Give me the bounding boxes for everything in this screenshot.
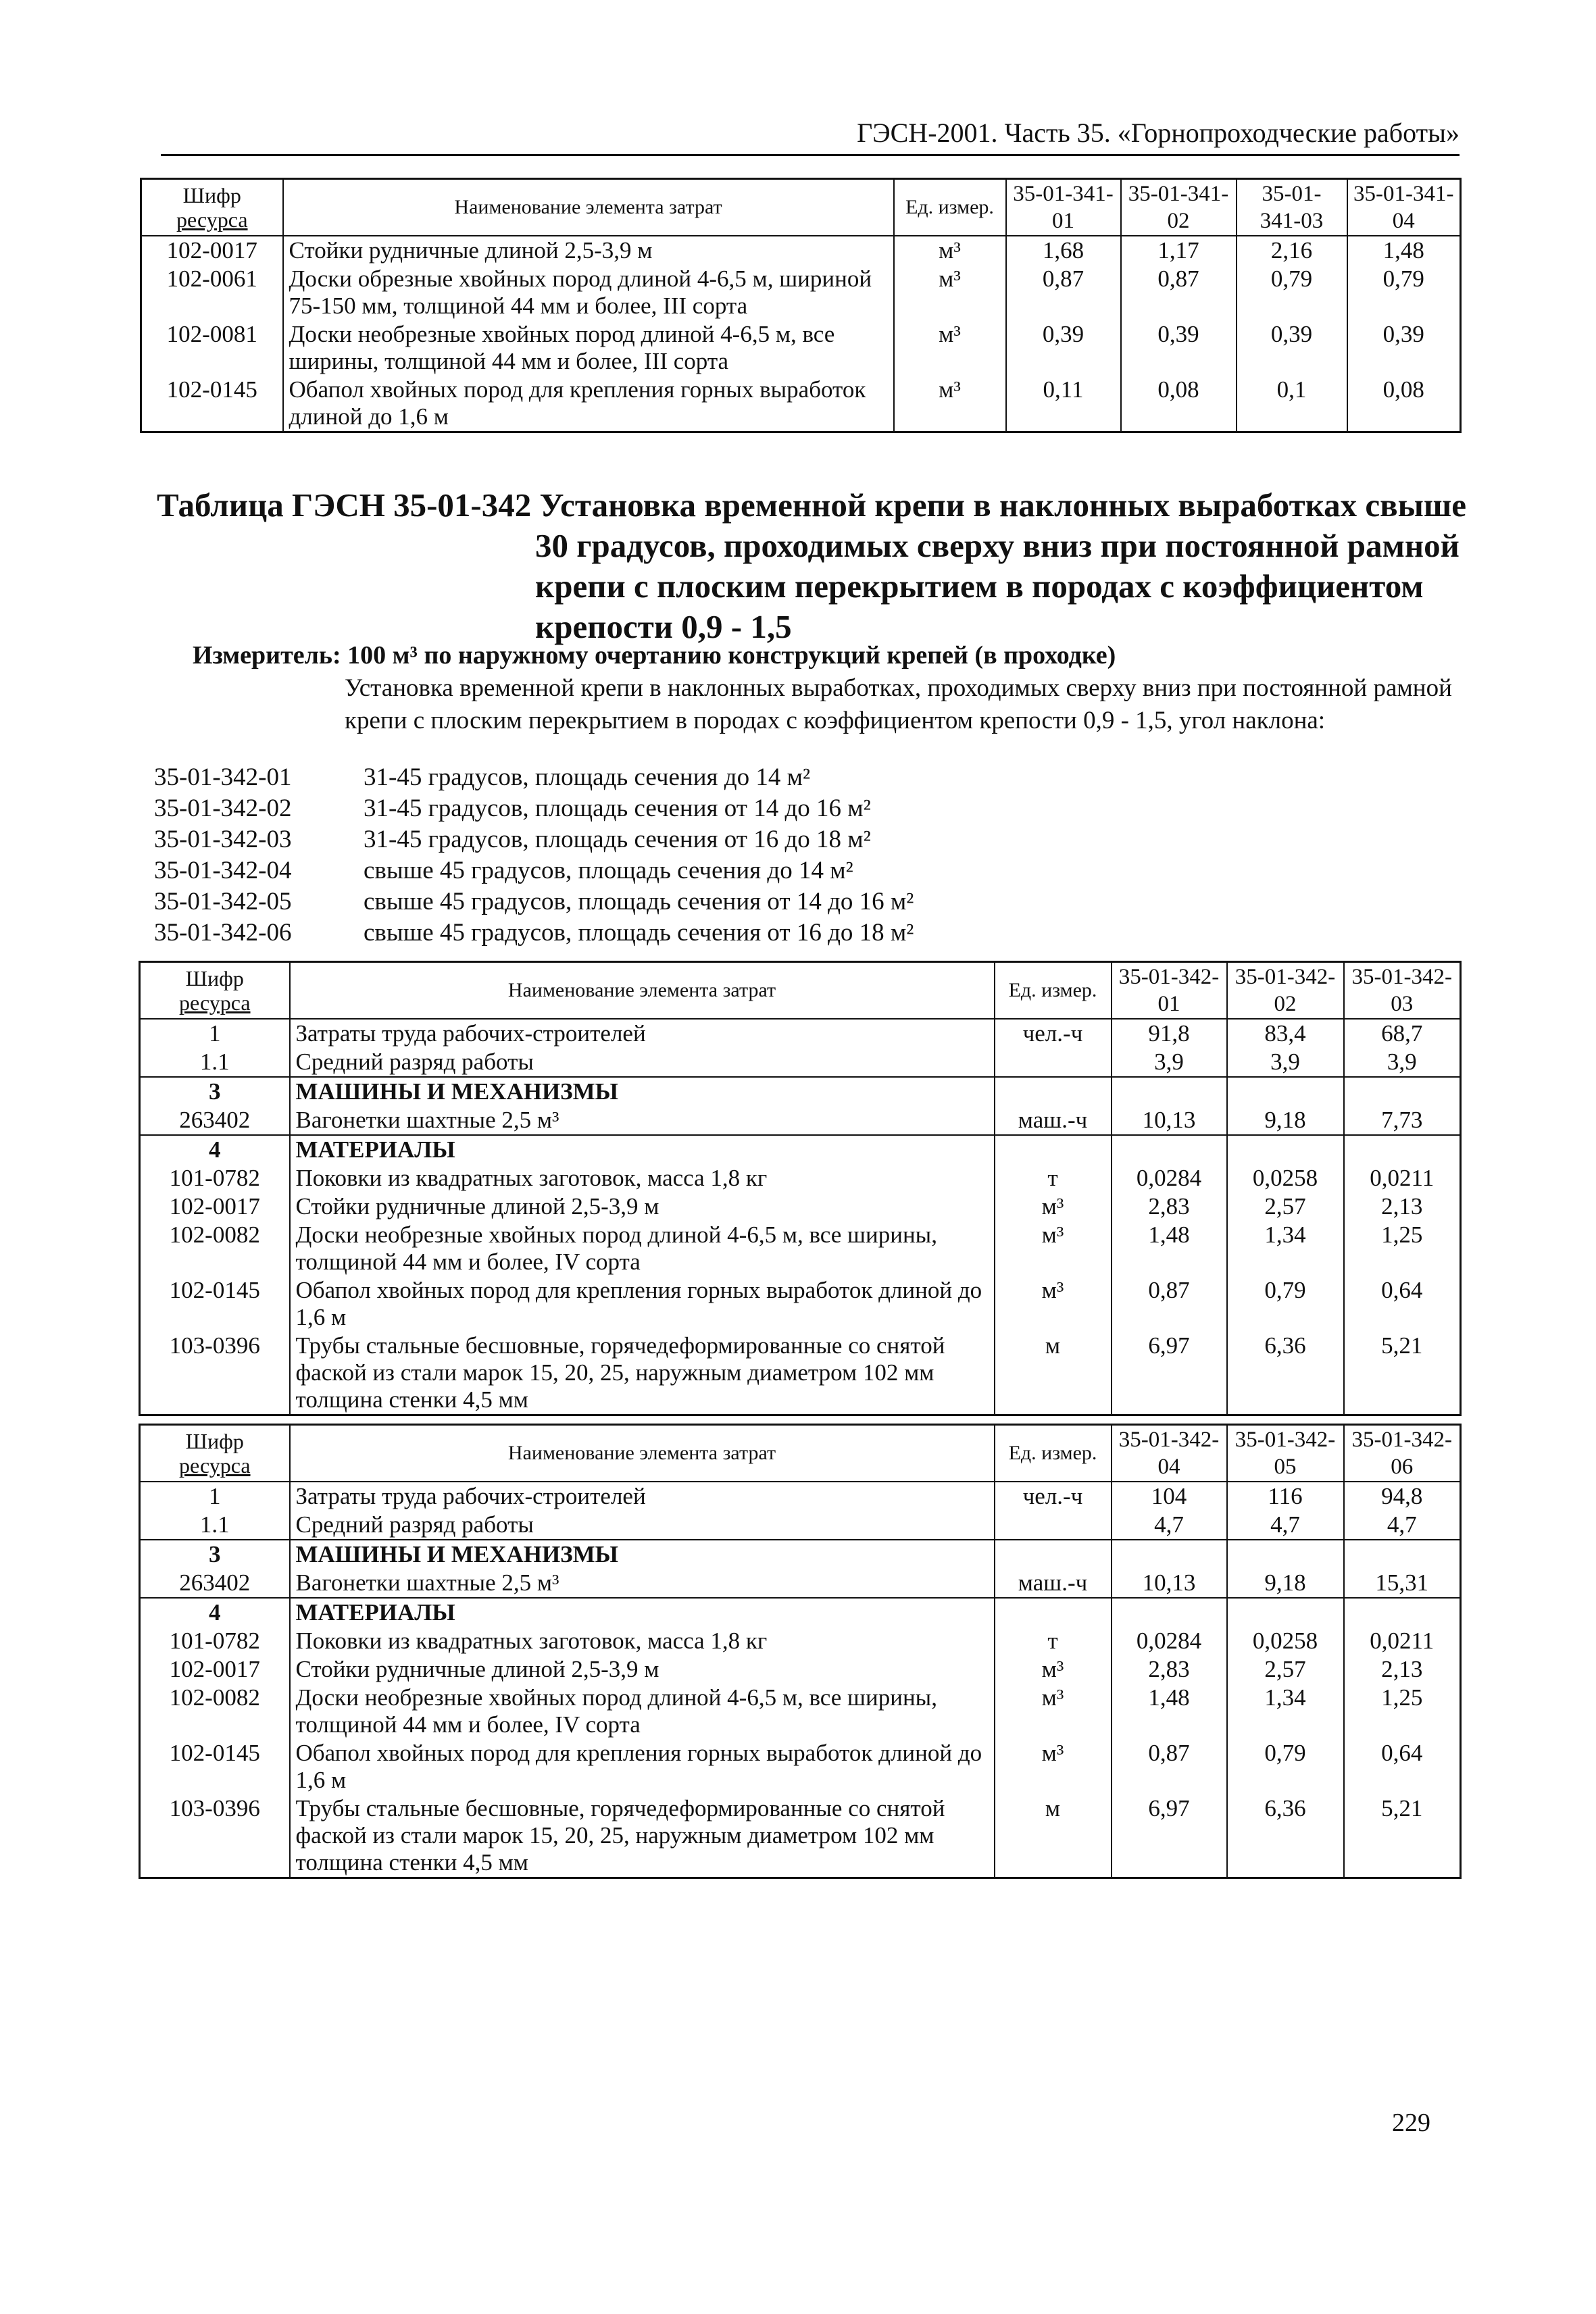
table-row [140,1332,1461,1415]
cell-unit: м³ [995,1221,1112,1276]
norm-desc: 31-45 градусов, площадь сечения до 14 м² [364,763,811,791]
cell-value: 0,0284 [1112,1164,1227,1192]
cell-value: 10,13 [1112,1569,1227,1598]
cell-value: 6,36 [1227,1794,1344,1878]
cell-value: 3,9 [1227,1048,1344,1077]
cell-unit: м³ [894,320,1006,376]
cell-name: Обапол хвойных пород для крепления горных выработок длиной до 1,6 м [283,376,894,432]
col-header-342-04: 35-01-342-04 [1112,1425,1227,1482]
work-description: Установка временной крепи в наклонных выработках, проходимых сверху вниз при постоянной рамной крепи с плоским перекрытием в породах с коэффициентом крепости 0,9 - 1,5, угол наклона: [345,674,1452,734]
list-item [154,762,914,793]
cell-unit [995,1048,1112,1077]
cell-value [1112,1077,1227,1106]
cell-value: 0,87 [1121,265,1237,320]
cell-value: 9,18 [1227,1569,1344,1598]
measure-unit: Измеритель: 100 м³ по наружному очертанию конструкций крепей (в проходке) [193,641,1116,670]
col-header-code: Шифр ресурса [140,1425,290,1482]
table-341 [140,178,1462,433]
cell-code: 1.1 [140,1048,290,1077]
cell-code: 3 [140,1540,290,1569]
col-header-code: Шифр ресурса [140,962,290,1020]
cell-code: 1 [140,1482,290,1511]
table-row [141,376,1461,432]
col-header-342-03: 35-01-342-03 [1344,962,1461,1020]
cell-value: 0,87 [1006,265,1121,320]
cell-value: 1,17 [1121,236,1237,265]
table-header-row [140,962,1461,1020]
cell-name: Затраты труда рабочих-строителей [290,1482,995,1511]
cell-code: 102-0081 [141,320,283,376]
cell-value: 1,25 [1344,1684,1461,1739]
cell-value: 1,48 [1112,1221,1227,1276]
cell-value: 0,79 [1347,265,1461,320]
cell-section: МАТЕРИАЛЫ [290,1598,995,1627]
cell-unit: чел.-ч [995,1019,1112,1048]
cell-name: Доски обрезные хвойных пород длиной 4-6,5 м, шириной 75-150 мм, толщиной 44 мм и более, III сорта [283,265,894,320]
table-row [141,236,1461,265]
table-row [140,1192,1461,1221]
cell-value: 1,25 [1344,1221,1461,1276]
table-header-row [141,179,1461,236]
cell-unit: маш.-ч [995,1569,1112,1598]
table-row [140,1627,1461,1655]
cell-value: 1,48 [1347,236,1461,265]
cell-unit: м [995,1794,1112,1878]
cell-value: 0,0211 [1344,1627,1461,1655]
cell-value: 10,13 [1112,1106,1227,1135]
cell-unit: маш.-ч [995,1106,1112,1135]
cell-value: 0,0258 [1227,1627,1344,1655]
cell-value: 0,1 [1237,376,1347,432]
cell-name: Обапол хвойных пород для крепления горных выработок длиной до 1,6 м [290,1276,995,1332]
cell-value [1227,1598,1344,1627]
cell-code: 102-0017 [140,1192,290,1221]
cell-value: 83,4 [1227,1019,1344,1048]
table-row [140,1684,1461,1739]
col-header-name: Наименование элемента затрат [290,962,995,1020]
cell-section: МАШИНЫ И МЕХАНИЗМЫ [290,1540,995,1569]
cell-value: 4,7 [1344,1511,1461,1540]
cell-value: 0,11 [1006,376,1121,432]
cell-value [1112,1540,1227,1569]
cell-value: 68,7 [1344,1019,1461,1048]
col-header-name: Наименование элемента затрат [283,179,894,236]
cell-unit: м³ [995,1192,1112,1221]
col-header-unit: Ед. измер. [995,962,1112,1020]
cell-value: 0,08 [1347,376,1461,432]
table-title-rest: 30 градусов, проходимых сверху вниз при постоянной рамной крепи с плоским перекрытием в породах с коэффициентом крепости 0,9 - 1,5 [535,527,1460,645]
cell-value: 1,34 [1227,1684,1344,1739]
norm-code: 35-01-342-04 [154,857,292,884]
cell-value: 2,83 [1112,1655,1227,1684]
cell-unit: м³ [995,1684,1112,1739]
table-row [140,1019,1461,1048]
table-row [141,265,1461,320]
cell-unit: м³ [995,1739,1112,1794]
cell-code: 4 [140,1135,290,1164]
cell-code: 102-0061 [141,265,283,320]
cell-unit: чел.-ч [995,1482,1112,1511]
cell-name: Доски необрезные хвойных пород длиной 4-6,5 м, все ширины, толщиной 44 мм и более, III сорта [283,320,894,376]
cell-value: 0,87 [1112,1276,1227,1332]
norm-code: 35-01-342-03 [154,826,292,853]
col-header-342-06: 35-01-342-06 [1344,1425,1461,1482]
cell-value [1112,1135,1227,1164]
table-row [140,1511,1461,1540]
cell-value [1227,1540,1344,1569]
cell-unit: м³ [894,265,1006,320]
cell-section: МАТЕРИАЛЫ [290,1135,995,1164]
table-row [140,1276,1461,1332]
cell-value: 15,31 [1344,1569,1461,1598]
cell-value: 0,64 [1344,1276,1461,1332]
col-header-code: Шифр ресурса [141,179,283,236]
norm-code-list [154,762,914,949]
cell-name: Стойки рудничные длиной 2,5-3,9 м [290,1192,995,1221]
table-row [140,1221,1461,1276]
cell-code: 263402 [140,1106,290,1135]
table-row [141,320,1461,376]
cell-name: Средний разряд работы [290,1511,995,1540]
cell-code: 102-0145 [140,1739,290,1794]
col-header-unit: Ед. измер. [995,1425,1112,1482]
cell-unit: м³ [894,236,1006,265]
norm-code: 35-01-342-02 [154,795,292,822]
cell-value: 0,64 [1344,1739,1461,1794]
page-number: 229 [1392,2109,1430,2137]
cell-code: 102-0145 [141,376,283,432]
list-item [154,886,914,917]
cell-code: 102-0082 [140,1221,290,1276]
list-item [154,824,914,855]
cell-name: Трубы стальные бесшовные, горячедеформированные со снятой фаской из стали марок 15, 20, 25, наружным диаметром 102 мм толщина стенки 4,5 мм [290,1794,995,1878]
table-342-b [139,1424,1462,1879]
cell-value: 2,16 [1237,236,1347,265]
table-row [140,1739,1461,1794]
cell-name: Вагонетки шахтные 2,5 м³ [290,1569,995,1598]
cell-value: 2,57 [1227,1655,1344,1684]
cell-value: 0,39 [1121,320,1237,376]
cell-value [1227,1135,1344,1164]
cell-value: 7,73 [1344,1106,1461,1135]
cell-name: Вагонетки шахтные 2,5 м³ [290,1106,995,1135]
table-row [140,1598,1461,1627]
cell-value: 2,13 [1344,1192,1461,1221]
cell-code: 3 [140,1077,290,1106]
list-item [154,855,914,886]
col-header-341-01: 35-01-341-01 [1006,179,1121,236]
col-header-341-02: 35-01-341-02 [1121,179,1237,236]
cell-value: 3,9 [1112,1048,1227,1077]
cell-code: 103-0396 [140,1794,290,1878]
cell-value: 0,39 [1237,320,1347,376]
col-header-341-04: 35-01-341-04 [1347,179,1461,236]
cell-unit: т [995,1627,1112,1655]
cell-value: 0,0284 [1112,1627,1227,1655]
table-row [140,1794,1461,1878]
col-header-342-01: 35-01-342-01 [1112,962,1227,1020]
table-row [140,1569,1461,1598]
cell-value: 0,39 [1347,320,1461,376]
cell-value: 0,79 [1227,1276,1344,1332]
cell-value: 116 [1227,1482,1344,1511]
norm-code: 35-01-342-05 [154,888,292,915]
cell-code: 101-0782 [140,1164,290,1192]
cell-name: Обапол хвойных пород для крепления горных выработок длиной до 1,6 м [290,1739,995,1794]
cell-value: 0,79 [1237,265,1347,320]
cell-unit: м³ [995,1655,1112,1684]
header-text: ГЭСН-2001. Часть 35. «Горнопроходческие работы» [857,118,1460,148]
cell-value: 104 [1112,1482,1227,1511]
cell-unit: м³ [894,376,1006,432]
cell-value: 1,68 [1006,236,1121,265]
cell-code: 4 [140,1598,290,1627]
cell-unit [995,1135,1112,1164]
col-header-name: Наименование элемента затрат [290,1425,995,1482]
cell-name: Стойки рудничные длиной 2,5-3,9 м [283,236,894,265]
table-row [140,1106,1461,1135]
cell-name: Поковки из квадратных заготовок, масса 1,8 кг [290,1164,995,1192]
table-header-row [140,1425,1461,1482]
table-row [140,1482,1461,1511]
cell-code: 1 [140,1019,290,1048]
cell-code: 101-0782 [140,1627,290,1655]
table-row [140,1048,1461,1077]
cell-value: 0,87 [1112,1739,1227,1794]
table-row [140,1077,1461,1106]
cell-value: 94,8 [1344,1482,1461,1511]
cell-unit: т [995,1164,1112,1192]
col-header-341-03: 35-01-341-03 [1237,179,1347,236]
table-row [140,1164,1461,1192]
cell-name: Поковки из квадратных заготовок, масса 1,8 кг [290,1627,995,1655]
cell-value [1344,1598,1461,1627]
cell-code: 1.1 [140,1511,290,1540]
cell-value: 0,0211 [1344,1164,1461,1192]
cell-unit [995,1511,1112,1540]
norm-code: 35-01-342-01 [154,763,292,791]
cell-value: 6,97 [1112,1332,1227,1415]
norm-desc: 31-45 градусов, площадь сечения от 16 до 18 м² [364,826,871,853]
page-header [161,114,1460,156]
cell-value: 6,97 [1112,1794,1227,1878]
norm-desc: 31-45 градусов, площадь сечения от 14 до 16 м² [364,795,871,822]
cell-name: Затраты труда рабочих-строителей [290,1019,995,1048]
cell-value: 1,48 [1112,1684,1227,1739]
cell-value: 91,8 [1112,1019,1227,1048]
norm-code: 35-01-342-06 [154,919,292,947]
table-title-line1: Таблица ГЭСН 35-01-342 Установка временной крепи в наклонных выработках свыше [157,486,1466,524]
cell-section: МАШИНЫ И МЕХАНИЗМЫ [290,1077,995,1106]
cell-name: Доски необрезные хвойных пород длиной 4-6,5 м, все ширины, толщиной 44 мм и более, IV сорта [290,1221,995,1276]
cell-name: Доски необрезные хвойных пород длиной 4-6,5 м, все ширины, толщиной 44 мм и более, IV сорта [290,1684,995,1739]
cell-unit [995,1598,1112,1627]
cell-value: 0,39 [1006,320,1121,376]
cell-value [1344,1135,1461,1164]
cell-code: 102-0082 [140,1684,290,1739]
cell-code: 263402 [140,1569,290,1598]
cell-value: 6,36 [1227,1332,1344,1415]
cell-unit: м³ [995,1276,1112,1332]
cell-value: 2,83 [1112,1192,1227,1221]
norm-desc: свыше 45 градусов, площадь сечения от 14 до 16 м² [364,888,914,915]
cell-value: 2,13 [1344,1655,1461,1684]
cell-value: 0,79 [1227,1739,1344,1794]
cell-value: 3,9 [1344,1048,1461,1077]
table-342-a [139,961,1462,1416]
norm-desc: свыше 45 градусов, площадь сечения до 14 м² [364,857,853,884]
cell-name: Средний разряд работы [290,1048,995,1077]
cell-value: 5,21 [1344,1794,1461,1878]
cell-code: 102-0017 [140,1655,290,1684]
cell-value: 0,08 [1121,376,1237,432]
cell-value: 5,21 [1344,1332,1461,1415]
cell-code: 102-0145 [140,1276,290,1332]
cell-value: 1,34 [1227,1221,1344,1276]
norm-desc: свыше 45 градусов, площадь сечения от 16 до 18 м² [364,919,914,947]
cell-value [1344,1077,1461,1106]
cell-value [1227,1077,1344,1106]
cell-value [1344,1540,1461,1569]
cell-value: 9,18 [1227,1106,1344,1135]
list-item [154,917,914,949]
table-row [140,1655,1461,1684]
cell-value: 0,0258 [1227,1164,1344,1192]
cell-value [1112,1598,1227,1627]
cell-unit [995,1540,1112,1569]
cell-name: Трубы стальные бесшовные, горячедеформированные со снятой фаской из стали марок 15, 20, 25, наружным диаметром 102 мм толщина стенки 4,5 мм [290,1332,995,1415]
cell-value: 4,7 [1112,1511,1227,1540]
col-header-342-05: 35-01-342-05 [1227,1425,1344,1482]
table-row [140,1135,1461,1164]
col-header-342-02: 35-01-342-02 [1227,962,1344,1020]
cell-value: 2,57 [1227,1192,1344,1221]
col-header-unit: Ед. измер. [894,179,1006,236]
cell-code: 103-0396 [140,1332,290,1415]
table-row [140,1540,1461,1569]
cell-value: 4,7 [1227,1511,1344,1540]
cell-name: Стойки рудничные длиной 2,5-3,9 м [290,1655,995,1684]
cell-code: 102-0017 [141,236,283,265]
list-item [154,793,914,824]
cell-unit: м [995,1332,1112,1415]
table-title [157,485,1466,647]
cell-unit [995,1077,1112,1106]
